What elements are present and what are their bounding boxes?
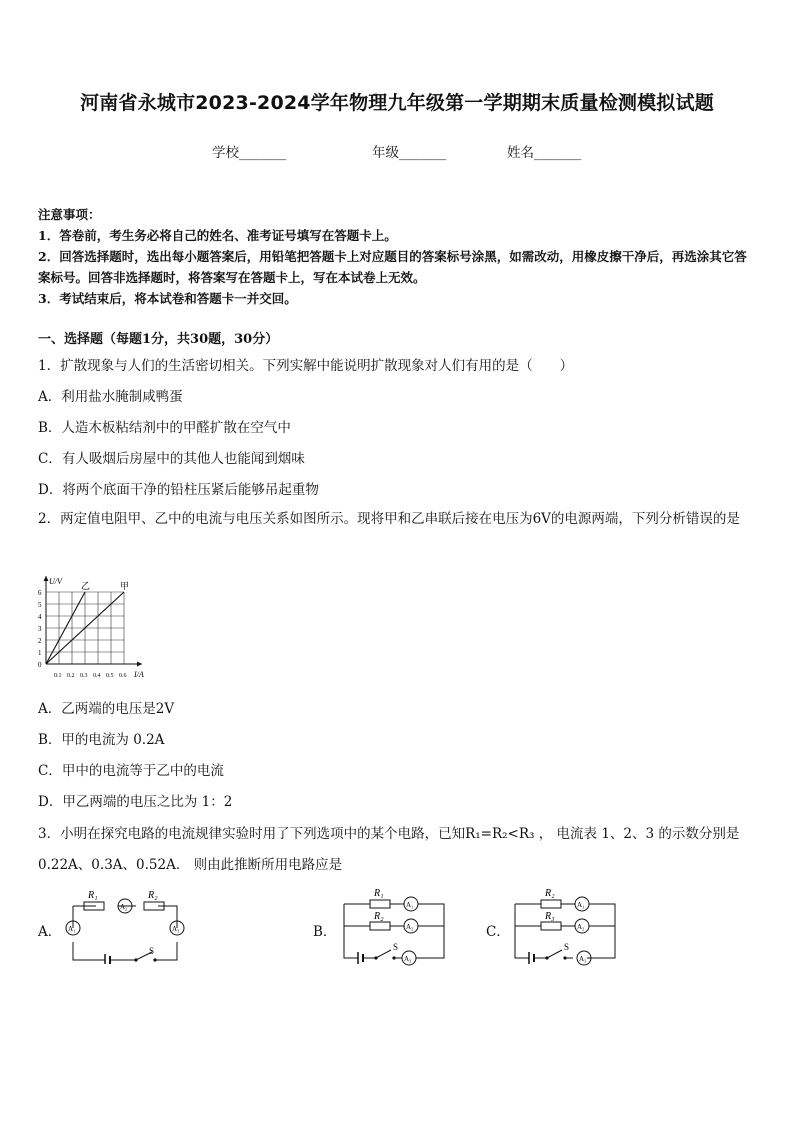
note-item-3: 3．考试结束后，将本试卷和答题卡一并交回。: [38, 291, 297, 306]
q1-stem: 1．扩散现象与人们的生活密切相关。下列实解中能说明扩散现象对人们有用的是（ ）: [38, 358, 574, 374]
x-tick-label: 0.6: [119, 673, 127, 679]
circuit-c-a1-label: A₁: [577, 901, 585, 909]
section-heading: 一、选择题（每题1分，共30题，30分）: [38, 332, 279, 347]
circuit-c-a2-label: A₂: [577, 923, 585, 931]
y-tick-label: 6: [38, 589, 42, 597]
circuit-b-a1-label: A₁: [406, 901, 414, 909]
circuit-a-a3-label: A₃: [172, 925, 180, 933]
series-label-乙: 乙: [81, 581, 91, 591]
x-axis-arrow: [137, 662, 142, 667]
circuit-b-diagram: [336, 884, 451, 969]
y-tick-label: 5: [38, 601, 42, 609]
origin-label: 0: [38, 661, 42, 669]
circuit-b-r1-label: R₁: [374, 888, 384, 899]
q2-option-d: D．甲乙两端的电压之比为 1：2: [38, 794, 233, 810]
q2-option-b: B．甲的电流为 0.2A: [38, 732, 165, 748]
y-tick-label: 2: [38, 637, 42, 645]
notes-heading: 注意事项：: [38, 207, 101, 222]
circuit-a-diagram: [60, 884, 190, 964]
x-tick-label: 0.2: [67, 673, 75, 679]
x-axis-label: I/A: [134, 670, 144, 679]
q3-stem-line1: 3．小明在探究电路的电流规律实验时用了下列选项中的某个电路，已知R₁=R₂<R₃ ， 电流表 1、2、3 的示数分别是: [38, 826, 740, 842]
circuit-a-a2-label: A₂: [120, 903, 128, 911]
circuit-b-r2-label: R₂: [374, 911, 384, 922]
y-axis-label: U/V: [49, 577, 62, 586]
circuit-a-a1-label: A₁: [68, 925, 76, 933]
circuit-c-r3-label: R₃: [545, 911, 555, 922]
x-tick-label: 0.5: [106, 673, 114, 679]
y-tick-label: 1: [38, 649, 42, 657]
grade-field: 年级_______: [372, 145, 447, 161]
circuit-a-switch-label: S: [149, 946, 155, 956]
x-tick-label: 0.3: [80, 673, 88, 679]
chart-series: [46, 581, 129, 664]
chart-axes: [44, 576, 144, 679]
circuit-b-a2-label: A₂: [406, 923, 414, 931]
notes-block: [38, 204, 758, 309]
circuit-c-r2-label: R₂: [545, 888, 555, 899]
circuit-b-a3-label: A₃: [404, 955, 412, 963]
q2-iu-chart: [32, 574, 157, 684]
circuit-c-switch-label: S: [564, 942, 570, 952]
circuit-c-diagram: [507, 884, 622, 969]
q3-stem-line2: 0.22A、0.3A、0.52A． 则由此推断所用电路应是: [38, 857, 343, 873]
note-item-2: 2．回答选择题时，选出每小题答案后，用铅笔把答题卡上对应题目的答案标号涂黑，如需改动，用橡皮擦干净后，再选涂其它答案标号。回答非选择题时，将答案写在答题卡上，写在本试卷上无效。: [38, 249, 747, 285]
y-tick-label: 4: [38, 613, 42, 621]
circuit-c-a3-label: A₃: [579, 955, 587, 963]
x-tick-label: 0.4: [93, 673, 101, 679]
q1-option-c: C．有人吸烟后房屋中的其他人也能闻到烟味: [38, 451, 305, 467]
school-field: 学校_______: [212, 145, 287, 161]
q1-option-a: A．利用盐水腌制咸鸭蛋: [38, 389, 183, 405]
q2-option-c: C．甲中的电流等于乙中的电流: [38, 763, 224, 779]
circuit-a-r2-label: R₂: [148, 890, 158, 901]
circuit-a-r1-label: R₁: [88, 890, 98, 901]
q3-option-b-label: B．: [313, 924, 337, 940]
x-tick-label: 0.1: [54, 673, 62, 679]
q3-option-c-label: C．: [486, 924, 510, 940]
q2-option-a: A．乙两端的电压是2V: [38, 701, 175, 717]
page-title: 河南省永城市2023-2024学年物理九年级第一学期期末质量检测模拟试题: [80, 92, 714, 114]
q2-stem: 2．两定值电阻甲、乙中的电流与电压关系如图所示。现将甲和乙串联后接在电压为6V的电源两端，下列分析错误的是: [38, 511, 740, 527]
series-label-甲: 甲: [120, 581, 130, 591]
name-field: 姓名_______: [507, 145, 582, 161]
q1-option-d: D．将两个底面干净的铅柱压紧后能够吊起重物: [38, 482, 319, 498]
circuit-b-switch-label: S: [393, 942, 399, 952]
q3-option-a-label: A．: [38, 924, 62, 940]
y-axis-arrow: [44, 576, 49, 581]
q1-option-b: B．人造木板粘结剂中的甲醛扩散在空气中: [38, 420, 291, 436]
y-tick-label: 3: [38, 625, 42, 633]
note-item-1: 1．答卷前，考生务必将自己的姓名、准考证号填写在答题卡上。: [38, 228, 397, 243]
